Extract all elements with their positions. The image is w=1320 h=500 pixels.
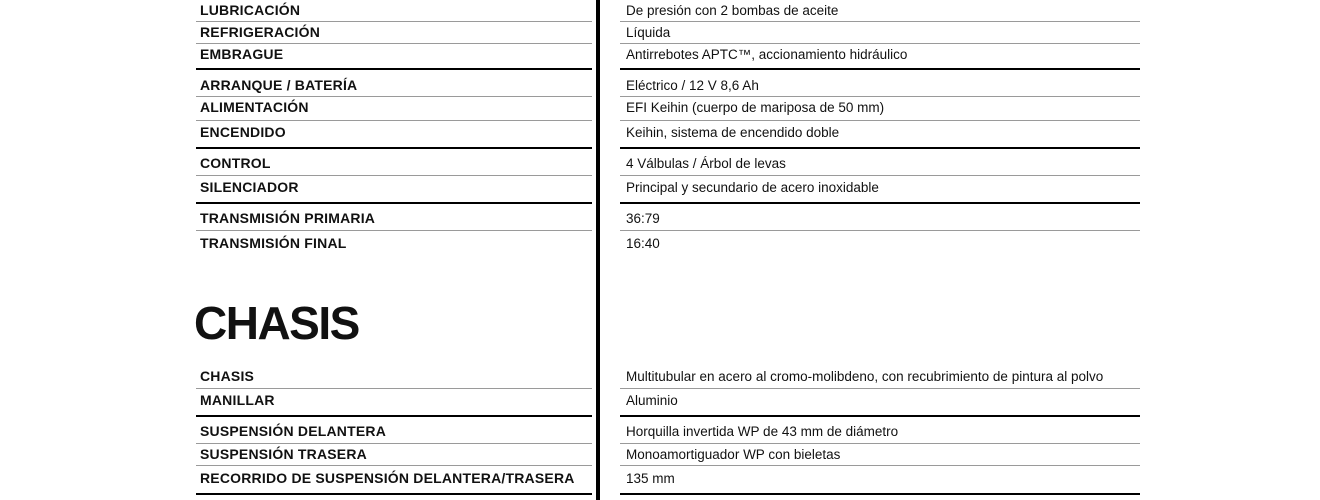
group-separator <box>620 202 1140 204</box>
spec-label: CHASIS <box>200 368 255 384</box>
spec-value: Horquilla invertida WP de 43 mm de diámetro <box>626 424 899 439</box>
spec-row-frame <box>196 366 1140 388</box>
spec-row-handlebar <box>196 390 1140 412</box>
row-separator <box>196 230 592 231</box>
spec-value: 36:79 <box>626 211 660 226</box>
spec-label: CONTROL <box>200 155 271 171</box>
group-separator <box>620 147 1140 149</box>
spec-label: TRANSMISIÓN FINAL <box>200 235 347 251</box>
group-separator <box>196 415 592 417</box>
spec-row-lubrication <box>196 0 1140 22</box>
spec-label: RECORRIDO DE SUSPENSIÓN DELANTERA/TRASERA <box>200 470 575 486</box>
spec-value: De presión con 2 bombas de aceite <box>626 3 839 18</box>
spec-label: ARRANQUE / BATERÍA <box>200 77 358 93</box>
spec-row-muffler <box>196 177 1140 199</box>
spec-value: EFI Keihin (cuerpo de mariposa de 50 mm) <box>626 100 885 115</box>
group-separator <box>620 415 1140 417</box>
spec-row-ignition <box>196 122 1140 144</box>
spec-row-cooling <box>196 22 1140 44</box>
spec-label: MANILLAR <box>200 392 275 408</box>
spec-row-control <box>196 153 1140 175</box>
spec-row-fuel-system <box>196 97 1140 119</box>
spec-value: Principal y secundario de acero inoxidable <box>626 180 879 195</box>
spec-row-primary-drive <box>196 208 1140 230</box>
spec-value: Multitubular en acero al cromo-molibdeno, con recubrimiento de pintura al polvo <box>626 369 1104 384</box>
spec-row-clutch <box>196 44 1140 66</box>
row-separator <box>620 465 1140 466</box>
spec-value: Líquida <box>626 25 671 40</box>
group-separator <box>620 68 1140 70</box>
section-title-chassis: CHASIS <box>194 297 359 349</box>
spec-label: REFRIGERACIÓN <box>200 24 321 40</box>
group-separator <box>196 68 592 70</box>
spec-value: Antirrebotes APTC™, accionamiento hidráulico <box>626 47 908 62</box>
spec-value: 4 Válbulas / Árbol de levas <box>626 156 786 171</box>
spec-label: ALIMENTACIÓN <box>200 99 309 115</box>
spec-label: SUSPENSIÓN TRASERA <box>200 446 367 462</box>
group-separator <box>620 493 1140 495</box>
spec-value: Keihin, sistema de encendido doble <box>626 125 840 140</box>
spec-row-suspension-travel <box>196 468 1140 490</box>
spec-value: 135 mm <box>626 471 675 486</box>
spec-value: 16:40 <box>626 236 660 251</box>
row-separator <box>196 465 592 466</box>
spec-value: Aluminio <box>626 393 678 408</box>
group-separator <box>196 202 592 204</box>
row-separator <box>196 175 592 176</box>
spec-row-starter-battery <box>196 75 1140 97</box>
spec-value: Eléctrico / 12 V 8,6 Ah <box>626 78 759 93</box>
spec-label: LUBRICACIÓN <box>200 2 301 18</box>
row-separator <box>196 388 592 389</box>
spec-label: SILENCIADOR <box>200 179 299 195</box>
spec-label: EMBRAGUE <box>200 46 284 62</box>
spec-label: ENCENDIDO <box>200 124 286 140</box>
spec-label: SUSPENSIÓN DELANTERA <box>200 423 387 439</box>
row-separator <box>620 120 1140 121</box>
spec-row-rear-suspension <box>196 444 1140 466</box>
row-separator <box>620 230 1140 231</box>
row-separator <box>620 175 1140 176</box>
spec-value: Monoamortiguador WP con bieletas <box>626 447 841 462</box>
row-separator <box>196 120 592 121</box>
group-separator <box>196 147 592 149</box>
spec-row-front-suspension <box>196 421 1140 443</box>
row-separator <box>620 388 1140 389</box>
spec-label: TRANSMISIÓN PRIMARIA <box>200 210 376 226</box>
group-separator <box>196 493 592 495</box>
spec-row-final-drive <box>196 233 1140 255</box>
